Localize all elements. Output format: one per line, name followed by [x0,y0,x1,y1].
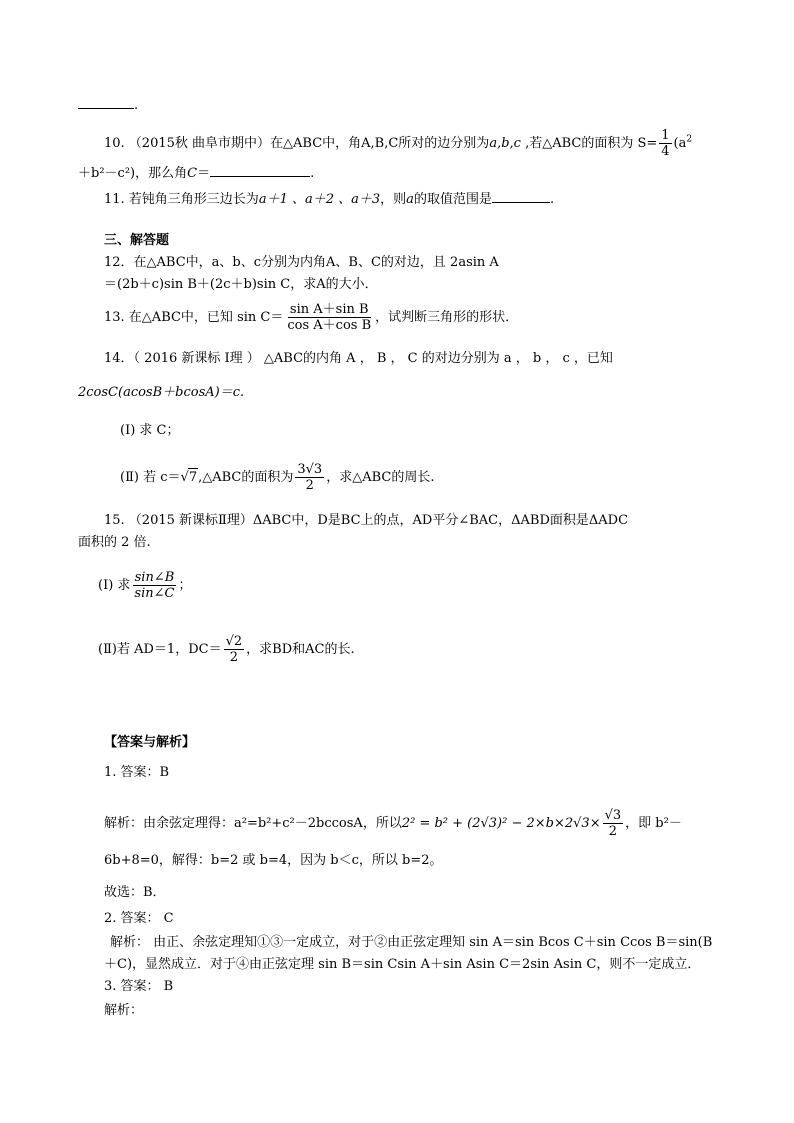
q9-tail: . [78,96,138,115]
question-11: 11. 若钝角三角形三边长为a＋1 、a＋2 、a＋3，则a的取值范围是 . [104,192,555,207]
question-10-line2: ＋b²－c²)，那么角C＝ . [78,166,315,181]
fraction: $\frac{\text{sin A＋sin B}}{\text{cos A＋cos B}}$ [287,302,372,333]
section-title: 三、解答题 [104,233,170,248]
answer-section-title: 【答案与解析】 [104,735,196,750]
question-12-line2: ＝(2b＋c)sin B＋(2c＋b)sin C，求A的大小． [104,277,378,292]
answer-blank [492,190,550,203]
analysis-2-line1: 解析： 由正、余弦定理知①③一定成立，对于②由正弦定理知 sin A＝sin Bcos C＋sin Ccos B＝sin(B [110,935,713,950]
fraction: $\frac{\sin\angle B}{\sin\angle C}$ [134,570,175,601]
fraction: $\frac{√3}{2}$ [604,808,622,839]
answer-1: 1. 答案：B [104,765,170,780]
answer-2: 2. 答案： C [104,911,174,926]
question-15-part-i: (Ⅰ) 求 $\frac{\sin\angle B}{\sin\angle C}$ ； [98,570,192,601]
analysis-2-line2: ＋C)，显然成立．对于④由正弦定理 sin B＝sin Csin A＋sin Asin C＝2sin Asin C，则不一定成立． [104,957,701,972]
question-13: 13. 在△ABC中，已知 sin C＝ $\frac{\text{sin A＋sin B}}{\text{cos A＋cos B}}$ ，试判断三角形的形状． [104,302,519,333]
analysis-1-line3: 故选：B． [104,885,166,900]
fraction: $\frac{3√3}{2}$ [297,462,323,493]
question-14-part-i: (Ⅰ) 求 C； [120,423,180,438]
question-15-line2: 面积的 2 倍. [78,535,151,550]
question-14-line1: 14．（ 2016 新课标 Ⅰ理 ） △ABC的内角 A ， B ， C 的对边分别为 a ， b ， c ，已知 [104,351,613,366]
analysis-1-line2: 6b+8=0，解得：b=2 或 b=4，因为 b＜c，所以 b=2。 [104,853,443,868]
answer-3: 3. 答案： B [104,979,174,994]
analysis-1-line1: 解析：由余弦定理得：a²=b²+c²－2bccosA，所以2² = b² + (2√3)² − 2×b×2√3× $\frac{√3}{2}$ ，即 b²－ [104,808,682,839]
answer-blank [78,96,134,109]
question-14-part-ii: (Ⅱ) 若 c＝√7,△ABC的面积为 $\frac{3√3}{2}$ ，求△ABC的周长. [120,462,435,493]
question-10-line1: 10. （2015秋 曲阜市期中）在△ABC中，角A,B,C所对的边分别为a,b,c ,若△ABC的面积为 S= $\frac{1}{4}$ ($a^2$ [104,128,693,159]
answer-blank [210,164,310,177]
question-14-line2: 2cosC(acosB＋bcosA)＝c. [78,385,245,400]
fraction: $\frac{1}{4}$ [661,128,670,159]
question-12-line1: 12．在△ABC中，a、b、c分别为内角A、B、C的对边，且 2asin A [104,255,499,270]
question-15-part-ii: (Ⅱ)若 AD＝1，DC＝ $\frac{√2}{2}$ ，求BD和AC的长. [98,634,355,665]
analysis-3: 解析： [104,1003,144,1018]
fraction: $\frac{√2}{2}$ [225,634,243,665]
question-15-line1: 15. （2015 新课标Ⅱ理）ΔABC中，D是BC上的点，AD平分∠BAC，ΔABD面积是ΔADC [104,513,629,528]
